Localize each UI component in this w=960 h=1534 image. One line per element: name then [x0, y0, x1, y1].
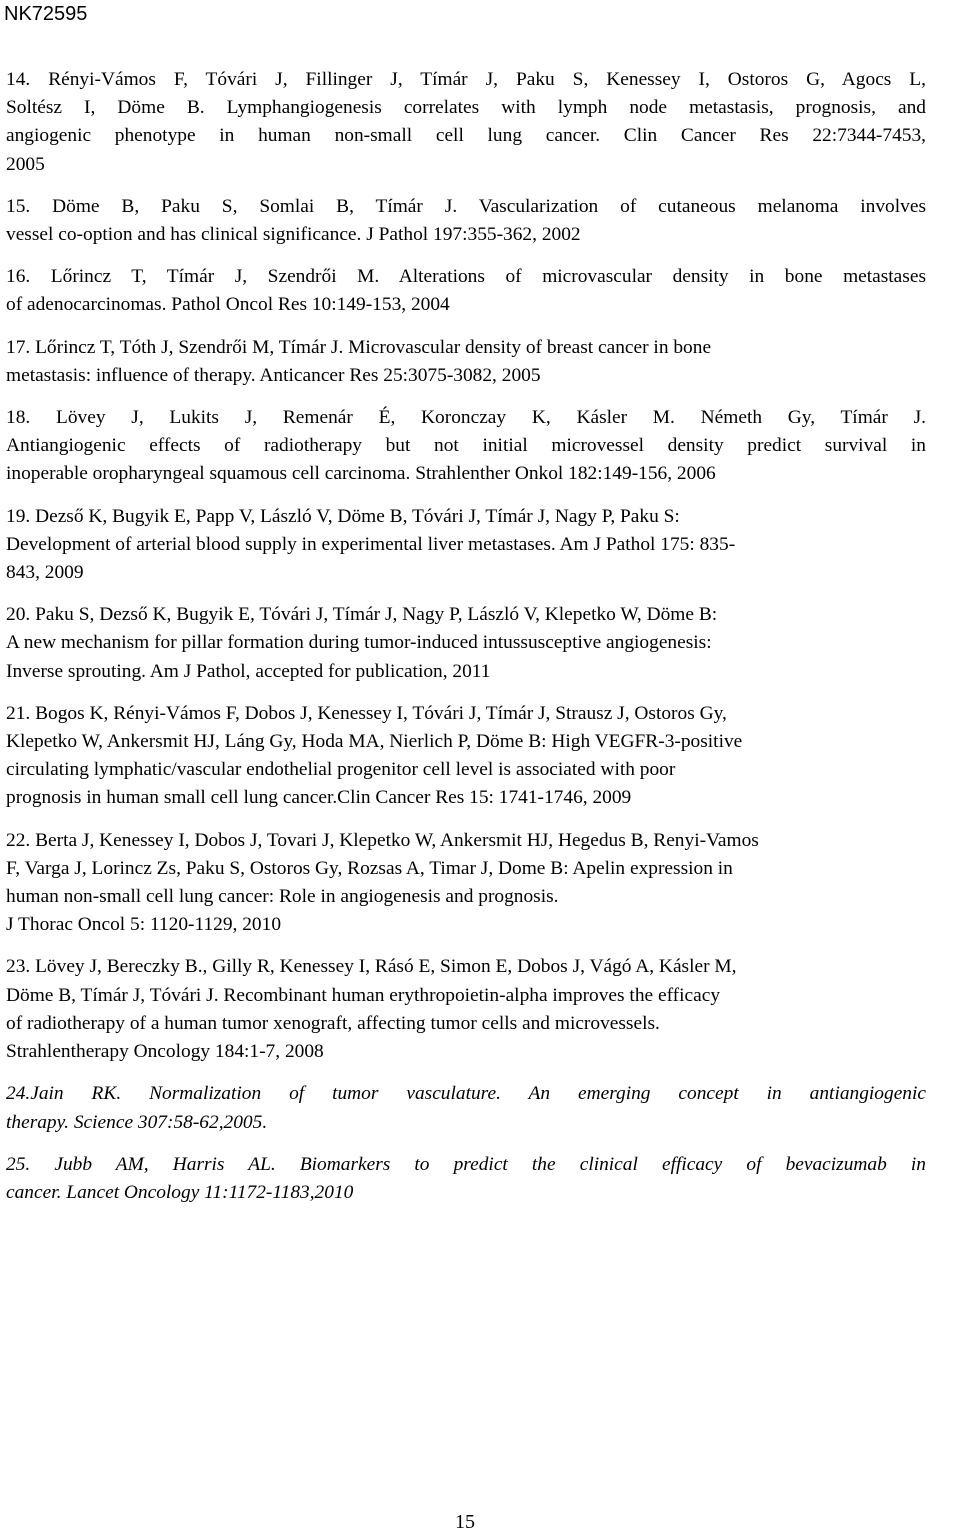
reference-line: angiogenic phenotype in human non-small cell lung cancer. Clin Cancer Res 22:7344-7453,: [6, 125, 926, 147]
reference-line: Soltész I, Döme B. Lymphangiogenesis correlates with lymph node metastasis, prognosis, and: [6, 97, 926, 119]
reference-line: 20. Paku S, Dezső K, Bugyik E, Tóvári J, Tímár J, Nagy P, László V, Klepetko W, Döme B:: [6, 604, 718, 626]
reference-line: 25. Jubb AM, Harris AL. Biomarkers to predict the clinical efficacy of bevacizumab in: [6, 1153, 926, 1175]
reference-line: 21. Bogos K, Rényi-Vámos F, Dobos J, Kenessey I, Tóvári J, Tímár J, Strausz J, Ostoros Gy,: [6, 702, 727, 724]
reference-line: 2005: [6, 153, 45, 175]
reference-line: Development of arterial blood supply in experimental liver metastases. Am J Pathol 175: 835-: [6, 533, 736, 555]
reference-item: [6, 700, 926, 813]
reference-line: therapy. Science 307:58-62,2005.: [6, 1111, 268, 1133]
reference-line: J Thorac Oncol 5: 1120-1129, 2010: [6, 914, 282, 936]
reference-line: 22. Berta J, Kenessey I, Dobos J, Tovari J, Klepetko W, Ankersmit HJ, Hegedus B, Renyi-Vamos: [6, 829, 759, 851]
reference-item: [6, 601, 926, 686]
reference-line: 19. Dezső K, Bugyik E, Papp V, László V, Döme B, Tóvári J, Tímár J, Nagy P, Paku S:: [6, 505, 680, 527]
reference-item: [6, 334, 926, 390]
reference-item: [6, 1151, 926, 1207]
reference-line: Döme B, Tímár J, Tóvári J. Recombinant human erythropoietin-alpha improves the efficacy: [6, 984, 721, 1006]
document-id: NK72595: [4, 3, 88, 25]
reference-line: 18. Lövey J, Lukits J, Remenár É, Koronczay K, Kásler M. Németh Gy, Tímár J.: [6, 407, 926, 429]
reference-item: [6, 66, 926, 179]
reference-line: 843, 2009: [6, 562, 84, 584]
page-number: 15: [455, 1511, 475, 1533]
reference-line: A new mechanism for pillar formation during tumor-induced intussusceptive angiogenesis:: [6, 632, 712, 654]
reference-line: metastasis: influence of therapy. Anticancer Res 25:3075-3082, 2005: [6, 364, 541, 386]
reference-line: circulating lymphatic/vascular endothelial progenitor cell level is associated with poor: [6, 759, 676, 781]
reference-line: human non-small cell lung cancer: Role in angiogenesis and prognosis.: [6, 886, 559, 908]
reference-item: [6, 827, 958, 940]
reference-line: Antiangiogenic effects of radiotherapy but not initial microvessel density predict survival in: [6, 435, 926, 457]
reference-line: Klepetko W, Ankersmit HJ, Láng Gy, Hoda MA, Nierlich P, Döme B: High VEGFR-3-positive: [6, 731, 743, 753]
reference-line: Inverse sprouting. Am J Pathol, accepted for publication, 2011: [6, 660, 491, 682]
reference-line: 24.Jain RK. Normalization of tumor vasculature. An emerging concept in antiangiogenic: [6, 1083, 926, 1105]
reference-line: 15. Döme B, Paku S, Somlai B, Tímár J. Vascularization of cutaneous melanoma involves: [6, 195, 926, 217]
reference-line: cancer. Lancet Oncology 11:1172-1183,2010: [6, 1181, 354, 1203]
reference-item: [6, 503, 926, 588]
reference-line: 17. Lőrincz T, Tóth J, Szendrői M, Tímár J. Microvascular density of breast cancer in bone: [6, 336, 712, 358]
reference-item: [6, 953, 926, 1066]
reference-item: [6, 193, 926, 249]
reference-item: [6, 404, 926, 489]
reference-line: F, Varga J, Lorincz Zs, Paku S, Ostoros Gy, Rozsas A, Timar J, Dome B: Apelin expression in: [6, 857, 733, 879]
reference-line: of adenocarcinomas. Pathol Oncol Res 10:149-153, 2004: [6, 294, 450, 316]
reference-list: [6, 66, 926, 1221]
reference-line: vessel co-option and has clinical significance. J Pathol 197:355-362, 2002: [6, 224, 581, 246]
reference-line: inoperable oropharyngeal squamous cell carcinoma. Strahlenther Onkol 182:149-156, 2006: [6, 463, 716, 485]
reference-line: Strahlentherapy Oncology 184:1-7, 2008: [6, 1041, 324, 1063]
reference-line: prognosis in human small cell lung cancer.Clin Cancer Res 15: 1741-1746, 2009: [6, 787, 632, 809]
reference-line: 16. Lőrincz T, Tímár J, Szendrői M. Alterations of microvascular density in bone metastases: [6, 266, 926, 288]
reference-line: of radiotherapy of a human tumor xenograft, affecting tumor cells and microvessels.: [6, 1012, 660, 1034]
reference-line: 23. Lövey J, Bereczky B., Gilly R, Kenessey I, Rásó E, Simon E, Dobos J, Vágó A, Kásler M,: [6, 956, 737, 978]
reference-line: 14. Rényi-Vámos F, Tóvári J, Fillinger J, Tímár J, Paku S, Kenessey I, Ostoros G, Agocs L,: [6, 69, 926, 90]
reference-item: [6, 1080, 926, 1136]
reference-item: [6, 263, 926, 319]
